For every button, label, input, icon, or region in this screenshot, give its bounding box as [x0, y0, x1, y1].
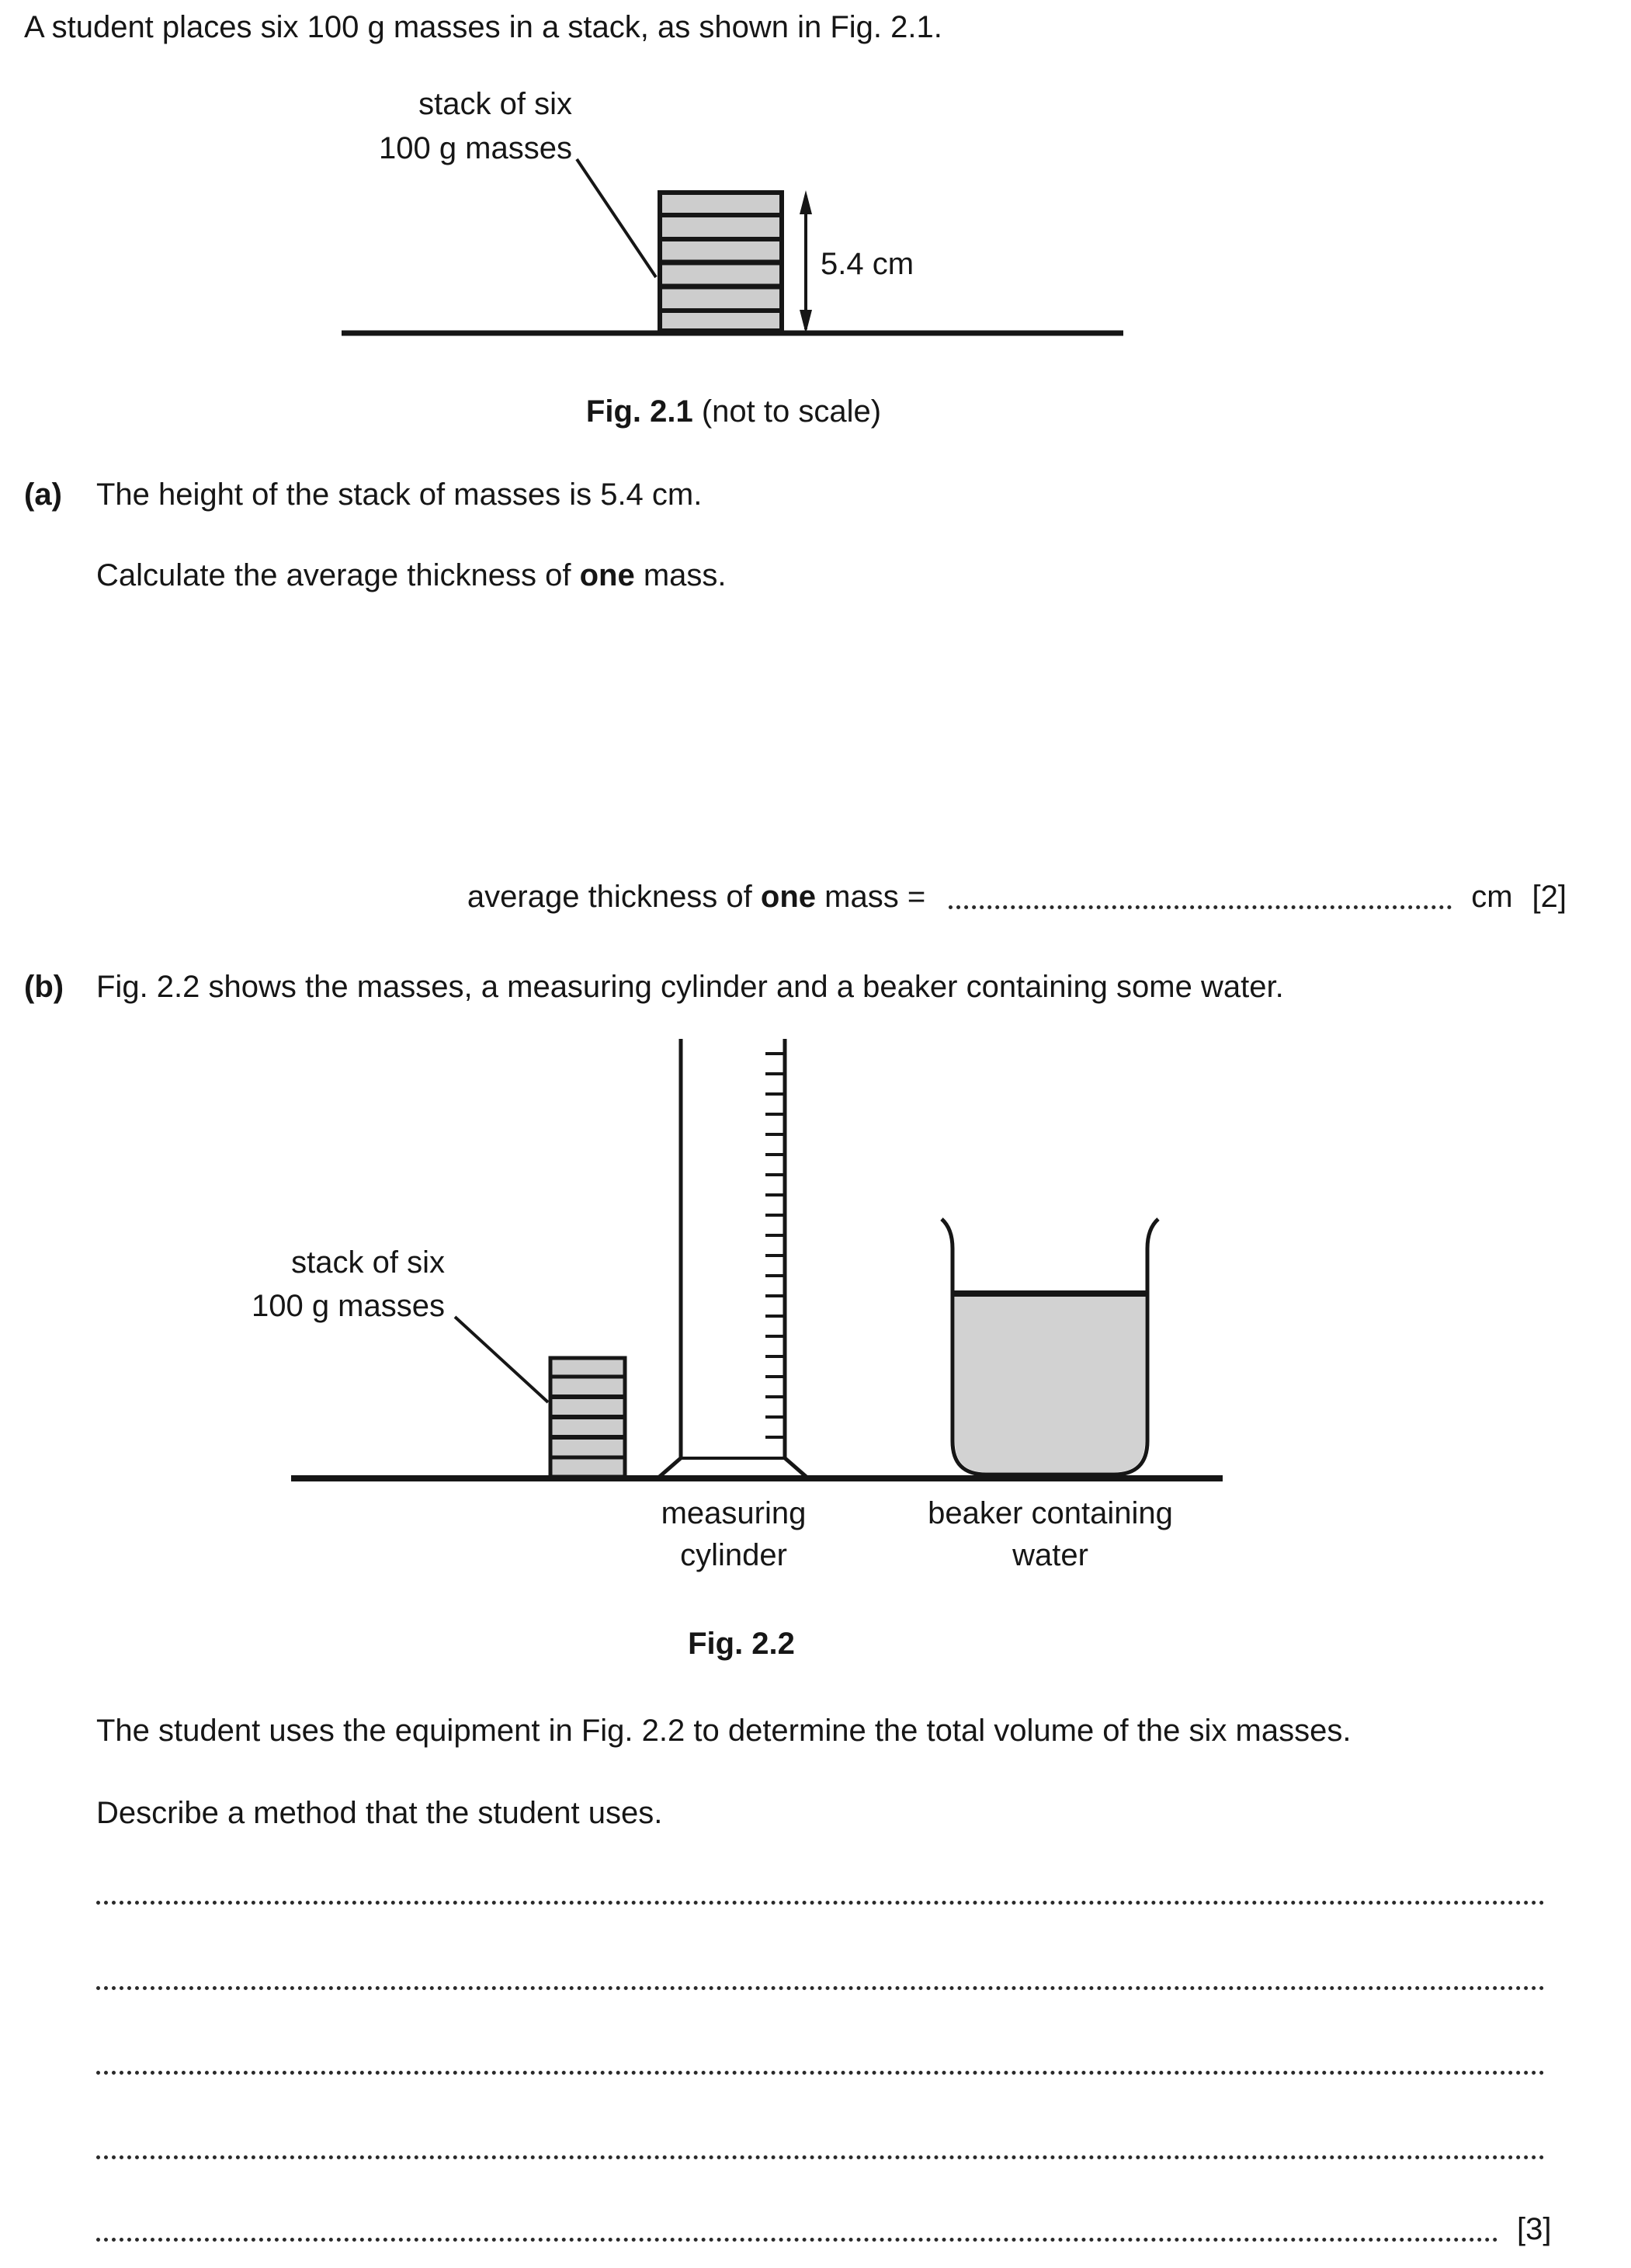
method-statement: The student uses the equipment in Fig. 2.2 to determine the total volume of the six masses.	[96, 1714, 1352, 1748]
question-intro: A student places six 100 g masses in a stack, as shown in Fig. 2.1.	[24, 10, 942, 44]
answer-line-5-dots[interactable]	[96, 2211, 1498, 2242]
fig2-stack-label-line1: stack of six	[291, 1245, 445, 1280]
part-b-marker: (b)	[24, 970, 64, 1004]
method-prompt: Describe a method that the student uses.	[96, 1796, 663, 1830]
fig1-diagram	[342, 159, 1123, 334]
fig1-stack-of-masses	[658, 193, 784, 331]
answer-line-2[interactable]	[96, 1986, 1545, 1990]
part-a-prompt-bold: one	[579, 558, 635, 592]
part-b-marks-badge: [3]	[1517, 2212, 1552, 2246]
fig1-height-label: 5.4 cm	[821, 247, 914, 281]
answer-line-5	[96, 2211, 1551, 2247]
cylinder-label-line2: cylinder	[680, 1538, 787, 1572]
fig1-dimension-arrow	[800, 190, 812, 334]
beaker-label-line1: beaker containing	[928, 1496, 1173, 1530]
fig2-leader-line	[455, 1317, 548, 1402]
answer-line-1[interactable]	[96, 1901, 1545, 1905]
fig1-leader-line	[577, 159, 656, 277]
part-a-marks-badge: [2]	[1532, 880, 1567, 914]
part-a-marker: (a)	[24, 478, 62, 512]
fig1-stack-label	[262, 82, 572, 171]
part-a-prompt-prefix: Calculate the average thickness of	[96, 558, 580, 592]
answer-unit: cm	[1471, 880, 1513, 914]
fig1-stack-label-line1: stack of six	[418, 87, 572, 121]
fig1-caption	[384, 392, 1083, 431]
fig2-stack-of-masses	[549, 1358, 626, 1477]
beaker-label-line2: water	[1012, 1538, 1088, 1572]
fig1-stack-label-line2: 100 g masses	[378, 131, 572, 165]
fig1-caption-note: (not to scale)	[692, 394, 882, 429]
fig1-caption-title: Fig. 2.1	[585, 394, 693, 429]
fig2-measuring-cylinder	[658, 1039, 808, 1478]
part-a-prompt	[96, 556, 727, 595]
fig2-stack-label-line2: 100 g masses	[251, 1289, 445, 1323]
part-a-answer-line	[467, 879, 1567, 915]
fig2-beaker	[942, 1219, 1158, 1474]
fig2-cylinder-label	[598, 1492, 869, 1576]
fig2-stack-label	[134, 1241, 445, 1328]
cylinder-label-line1: measuring	[661, 1496, 807, 1530]
part-b-statement: Fig. 2.2 shows the masses, a measuring cylinder and a beaker containing some water.	[96, 970, 1284, 1004]
cylinder-foot-right	[784, 1457, 808, 1478]
answer-prefix: average thickness of one mass =	[467, 880, 926, 914]
answer-line-4[interactable]	[96, 2155, 1545, 2159]
answer-line-3[interactable]	[96, 2071, 1545, 2075]
fig2-caption: Fig. 2.2	[688, 1627, 795, 1661]
cylinder-graduation-ticks	[765, 1054, 783, 1437]
part-a-statement: The height of the stack of masses is 5.4 cm.	[96, 478, 703, 512]
beaker-water-fill	[955, 1296, 1145, 1472]
fig2-beaker-label	[876, 1492, 1225, 1576]
part-a-prompt-suffix: mass.	[634, 558, 727, 592]
answer-dotted-blank[interactable]	[949, 879, 1452, 909]
cylinder-foot-left	[658, 1457, 682, 1478]
